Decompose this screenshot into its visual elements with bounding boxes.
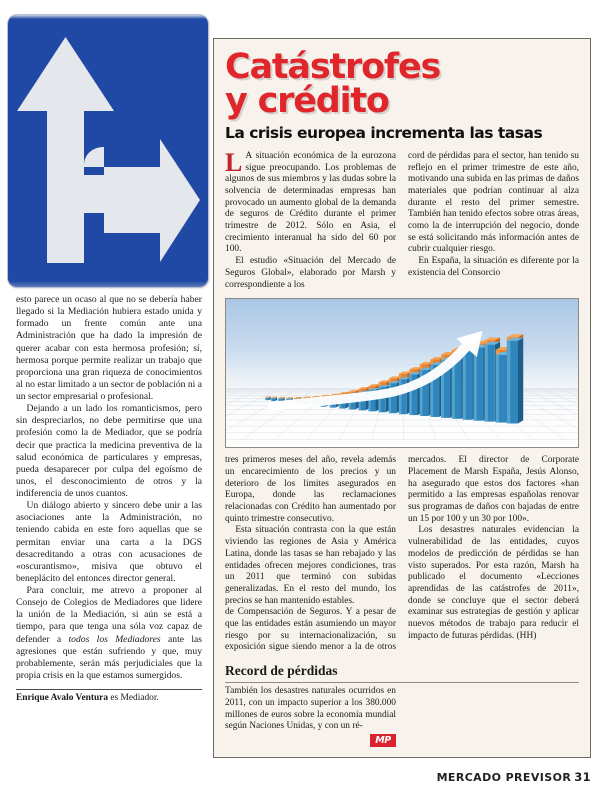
article-paragraph: LA situación económica de la eurozona sigue preocupando. Los problemas de algunos de sus miembros y las dudas sobre la solvencia de determinadas empresas han provocado un aumento global de la demanda de seguros de Crédito durante el primer trimestre de 2012. Sólo en Asia, el crecimiento interanual ha sido del 60 por 100. [225, 147, 396, 255]
editorial-column [16, 294, 202, 704]
article-paragraph: Esta situación contrasta con la que están viviendo las regiones de Asia y América Latina, donde las tasas se han rebajado y las entidades ofrecen mejores condiciones, tras un 2011 que terminó con subidas generalizadas. En el resto del mundo, los precios se han mantenido estables. [225, 525, 396, 606]
editorial-paragraph: Un diálogo abierto y sincero debe unir a las asociaciones ante la Administración, no teniendo cabida en este foro aquellas que se permitan enviar una carta a la DGS desacreditando a otras con acusaciones de «oscurantismo», misiva que obtuvo el beneplácito del entonces director general. [16, 500, 202, 584]
straight-and-right-arrow-sign-icon [8, 15, 208, 287]
page-title [225, 47, 579, 122]
article-subhead: La crisis europea incrementa las tasas [225, 124, 543, 143]
editorial-paragraph: esto parece un ocaso al que no se debería haber llegado si la Mediación hubiera estado unida y formado un frente común ante una Administración que ha dado la impresión de querer acabar con esta hermosa profesión; sí, hermosa porque permite realizar un trabajo que proporciona una gran riqueza de conocimientos al no estar limitado a un sector de población ni a un sector empresarial o profesional. [16, 294, 202, 402]
article-paragraph: En España, la situación es diferente por la existencia del Consorcio [408, 256, 579, 278]
editorial-final-post: ante las agresiones que están sufriendo y que, muy probablemente, serán más perjudiciales que la propia crisis en la que estamos sumergidos. [16, 633, 202, 681]
editorial-paragraph: Dejando a un lado los romanticismos, pero sin despreciarlos, no debe permitirse que una profesión como la de Mediador, que se podría decir que practica la medicina preventiva de la salud económica de particulares y empresas, pueda desaparecer por culpa del egoísmo de unos, el desconocimiento de otros y la indiferencia de unos cuantos. [16, 403, 202, 499]
article-paragraph: El estudio «Situación del Mercado de Seguros Global», elaborado por Marsh y correspondiente a los [225, 256, 396, 290]
road-sign-image [8, 15, 208, 287]
chart-figure [225, 298, 579, 448]
bar-chart [225, 298, 579, 448]
page-footer [0, 770, 591, 784]
headline-line-1: Catástrofes [225, 47, 441, 87]
editorial-final-pre: Para concluir, me atrevo a proponer al Consejo de Colegios de Mediadores que lidere la unión de la Mediación, si aún se está a tiempo, para que tenga una sóla voz capaz de defender a [16, 585, 202, 645]
article-paragraph: de Compensación de Seguros. Y a pesar de que las entidades están asumiendo un mayor riesgo por su internacionalización, su exposición sigue siendo menor a la de otros mercados. El director de Corporate Placement de Marsh España, Jesús Alonso, ha asegurado que estos dos factores «han permitido a las empresas españolas renovar sus programas de daños con bajadas de entre un 15 por 100 y un 30 por 100». [225, 455, 579, 653]
editorial-paragraph-final [16, 585, 202, 682]
article-body-columns [225, 147, 579, 747]
page-number: 31 [574, 770, 591, 784]
byline [16, 693, 202, 704]
headline-line-2: y crédito [225, 81, 389, 122]
publication-name: MERCADO PREVISOR [436, 771, 572, 784]
editorial-final-italic: todos los Mediadores [68, 633, 161, 645]
article-panel [213, 38, 591, 758]
section-heading: Record de pérdidas [225, 663, 579, 683]
article-paragraph: tres primeros meses del año, revela además un encarecimiento de los precios y un deterioro de los límites asegurados en Europa, donde las reclamaciones relacionadas con Crédito han aumentado por quinto trimestre consecutivo. [225, 455, 396, 524]
section-paragraph: También los desastres naturales ocurridos en 2011, con un impacto superior a los 380.000 millones de euros sobre la economía mundial según Naciones Unidas, y con un ré- [225, 686, 396, 732]
article-paragraph: cord de pérdidas para el sector, han tenido su reflejo en el primer trimestre de este año, motivando una subida en las primas de daños materiales que podrían continuar al alza durante el resto del primer semestre. También han tenido efectos sobre otras áreas, como la de interrupción del negocio, donde se está solicitando más información antes de cubrir cualquier riesgo. [408, 150, 579, 255]
byline-divider [16, 689, 202, 690]
mp-logo: MP [370, 734, 396, 747]
byline-name: Enrique Avalo Ventura [16, 693, 109, 703]
article-paragraph: Los desastres naturales evidencian la vulnerabilidad de las entidades, cuyos modelos de predicción de pérdidas se han visto superados. Por esta razón, Marsh ha publicado el documento «Lecciones aprendidas de las catástrofes de 2011», donde se concluye que el sector deberá examinar sus estrategias de gestión y aplicar nuevos métodos de trabajo para reducir el impacto de futuras pérdidas. (HH) [408, 525, 579, 641]
bar-chart-canvas [226, 299, 578, 439]
byline-role: es Mediador. [108, 693, 159, 703]
